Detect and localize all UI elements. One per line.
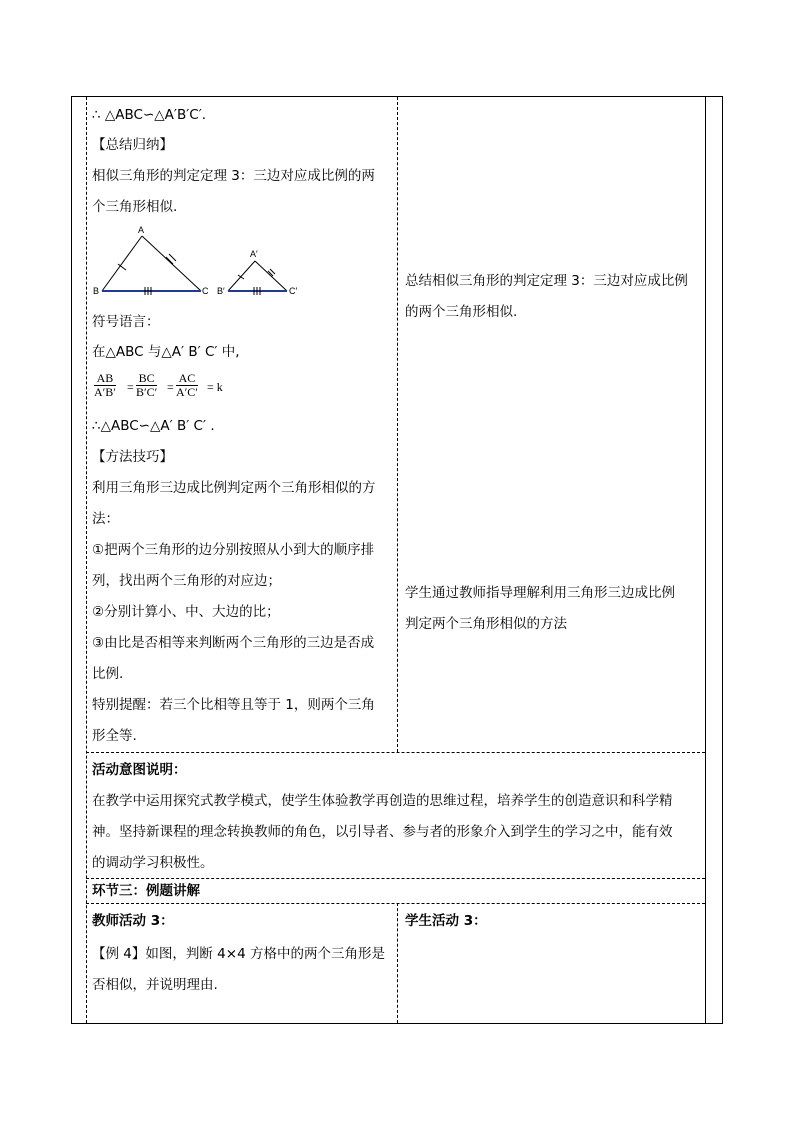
small-vertex-c: C′ bbox=[289, 286, 298, 296]
fraction-ab-denominator: A′B′ bbox=[94, 385, 116, 399]
reminder-line-1: 特别提醒：若三个比相等且等于 1，则两个三角 bbox=[92, 697, 375, 713]
activity-intent-line-1: 在教学中运用探究式教学模式，使学生体验教学再创造的思维过程，培养学生的创造意识和科学精 bbox=[92, 793, 673, 809]
conclusion-line: ∴ △ABC∽△A′B′C′. bbox=[92, 107, 207, 123]
right-student-line-2: 判定两个三角形相似的方法 bbox=[405, 616, 567, 632]
step-3-line-2: 比例. bbox=[92, 666, 124, 682]
example-line-2: 否相似，并说明理由. bbox=[92, 977, 218, 993]
reminder-line-2: 形全等. bbox=[92, 728, 137, 744]
student-activity-heading: 学生活动 3： bbox=[405, 913, 487, 929]
fraction-ab bbox=[94, 372, 116, 399]
equals-k: = k bbox=[207, 380, 223, 394]
step-2: ②分别计算小、中、大边的比； bbox=[92, 604, 280, 620]
activity-intent-line-2: 神。坚持新课程的理念转换教师的角色，以引导者、参与者的形象介入到学生的学习之中，能有效 bbox=[92, 824, 673, 840]
row-divider-2 bbox=[86, 878, 705, 879]
similar-triangles-figure bbox=[88, 222, 308, 300]
theorem-line-2: 个三角形相似. bbox=[92, 199, 178, 215]
teacher-activity-heading: 教师活动 3： bbox=[92, 913, 174, 929]
section-3-heading: 环节三：例题讲解 bbox=[92, 883, 200, 899]
row-divider-1 bbox=[86, 752, 705, 753]
activity-intent-heading: 活动意图说明： bbox=[92, 762, 187, 778]
column-divider-top bbox=[397, 97, 398, 752]
theorem-line-1: 相似三角形的判定定理 3：三边对应成比例的两 bbox=[92, 168, 375, 184]
fraction-bc bbox=[136, 372, 157, 399]
method-heading: 【方法技巧】 bbox=[92, 449, 173, 465]
summary-heading: 【总结归纳】 bbox=[92, 137, 173, 153]
symbol-language-label: 符号语言： bbox=[92, 314, 160, 330]
fraction-ac-numerator: AC bbox=[176, 372, 198, 386]
therefore-line: ∴△ABC∽△A′ B′ C′ . bbox=[92, 418, 215, 434]
method-line-1: 利用三角形三边成比例判定两个三角形相似的方 bbox=[92, 480, 376, 496]
right-student-line-1: 学生通过教师指导理解利用三角形三边成比例 bbox=[405, 585, 675, 601]
equals-sign-2: = bbox=[167, 380, 174, 394]
big-vertex-a: A bbox=[138, 225, 145, 235]
equals-sign-1: = bbox=[127, 380, 134, 394]
big-vertex-b: B bbox=[93, 286, 100, 296]
right-summary-line-1: 总结相似三角形的判定定理 3：三边对应成比例 bbox=[405, 273, 688, 289]
small-triangle bbox=[228, 261, 287, 295]
step-1-line-1: ①把两个三角形的边分别按照从小到大的顺序排 bbox=[92, 542, 375, 558]
big-ac-tick-1 bbox=[166, 257, 173, 264]
big-vertex-c: C bbox=[202, 286, 209, 296]
step-1-line-2: 列，找出两个三角形的对应边； bbox=[92, 573, 281, 589]
left-dashed-border bbox=[86, 97, 87, 1023]
fraction-ac bbox=[176, 372, 198, 399]
column-divider-bottom bbox=[397, 903, 398, 1023]
big-ac-tick-2 bbox=[169, 254, 176, 261]
fraction-ac-denominator: A′C′ bbox=[176, 385, 198, 399]
method-line-2: 法： bbox=[92, 511, 119, 527]
fraction-bc-denominator: B′C′ bbox=[136, 385, 158, 399]
small-vertex-b: B′ bbox=[217, 286, 225, 296]
small-vertex-a: A′ bbox=[250, 249, 258, 259]
big-side-ab bbox=[102, 236, 142, 291]
fraction-ab-numerator: AB bbox=[94, 372, 116, 386]
example-line-1: 【例 4】如图，判断 4×4 方格中的两个三角形是 bbox=[92, 946, 385, 962]
table-right-inner-border bbox=[705, 96, 706, 1024]
row-divider-3 bbox=[86, 903, 705, 904]
right-summary-line-2: 的两个三角形相似. bbox=[405, 304, 518, 320]
small-side-ab bbox=[228, 261, 255, 291]
small-side-ac bbox=[255, 261, 287, 291]
in-triangles-line: 在△ABC 与△A′ B′ C′ 中, bbox=[92, 344, 240, 360]
big-side-ac bbox=[142, 236, 201, 291]
step-3-line-1: ③由比是否相等来判断两个三角形的三边是否成 bbox=[92, 635, 375, 651]
fraction-bc-numerator: BC bbox=[136, 372, 157, 386]
big-triangle bbox=[102, 236, 201, 295]
activity-intent-line-3: 的调动学习积极性。 bbox=[92, 855, 214, 871]
